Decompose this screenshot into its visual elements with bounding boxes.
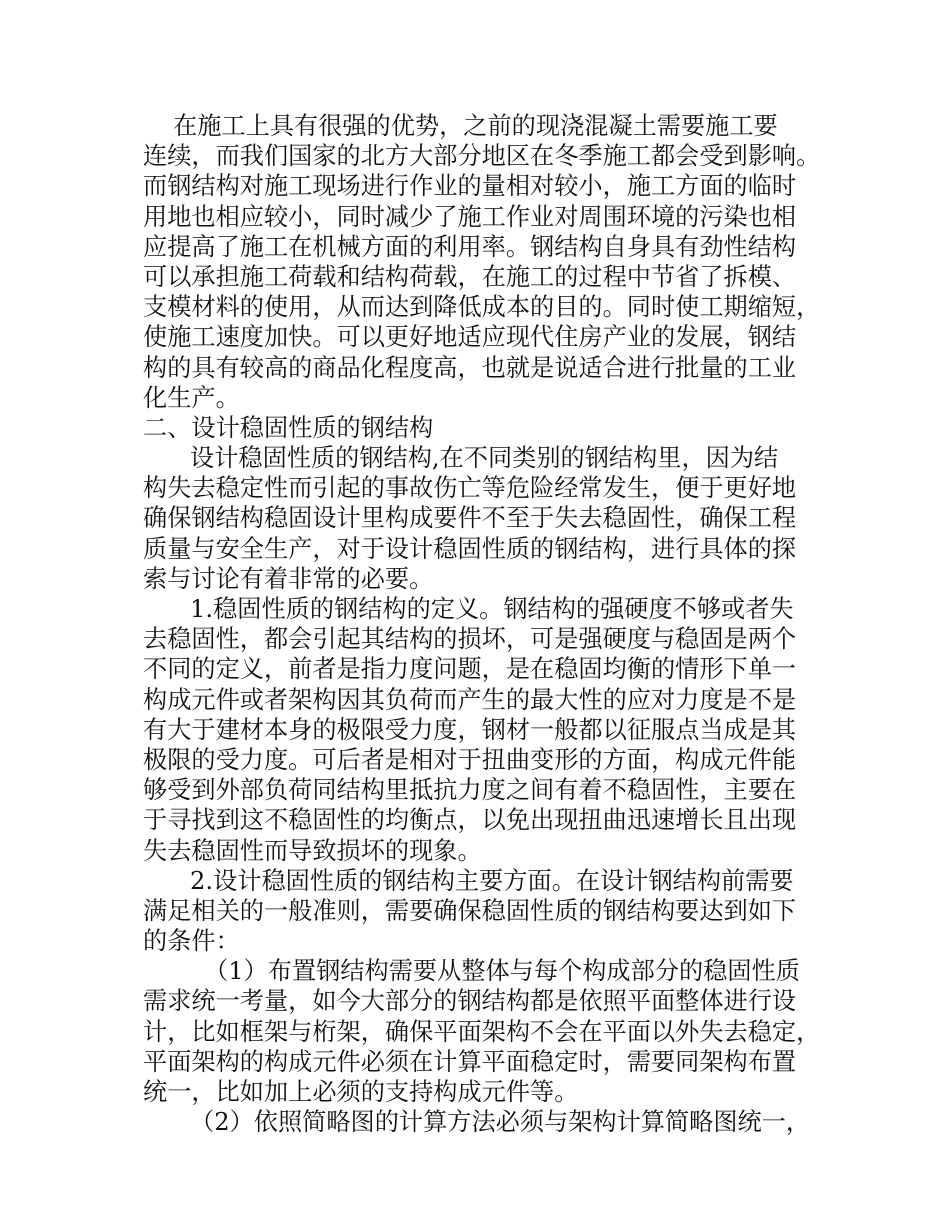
paragraph-line: 设计稳固性质的钢结构,在不同类别的钢结构里，因为结 <box>190 444 779 473</box>
paragraph-line: 构失去稳定性而引起的事故伤亡等危险经常发生，便于更好地 <box>143 474 797 503</box>
paragraph-line: 够受到外部负荷同结构里抵抗力度之间有着不稳固性，主要在 <box>143 776 797 805</box>
paragraph-line: 计，比如框架与桁架，确保平面架构不会在平面以外失去稳定， <box>143 1017 821 1046</box>
paragraph-line: （2）依照简略图的计算方法必须与架构计算简略图统一， <box>190 1108 811 1137</box>
paragraph-line: 构的具有较高的商品化程度高，也就是说适合进行批量的工业 <box>143 353 797 382</box>
paragraph-line: 质量与安全生产，对于设计稳固性质的钢结构，进行具体的探 <box>143 534 797 563</box>
paragraph-line: 满足相关的一般准则，需要确保稳固性质的钢结构要达到如下 <box>143 896 797 925</box>
paragraph-line: 2.设计稳固性质的钢结构主要方面。在设计钢结构前需要 <box>190 866 794 895</box>
paragraph-line: 确保钢结构稳固设计里构成要件不至于失去稳固性，确保工程 <box>143 504 797 533</box>
paragraph-line: 支模材料的使用，从而达到降低成本的目的。同时使工期缩短， <box>143 293 821 322</box>
paragraph-line: 可以承担施工荷载和结构荷载，在施工的过程中节省了拆模、 <box>143 262 797 291</box>
paragraph-line: 构成元件或者架构因其负荷而产生的最大性的应对力度是不是 <box>143 685 797 714</box>
paragraph-line: 索与讨论有着非常的必要。 <box>143 564 434 593</box>
section-heading: 二、设计稳固性质的钢结构 <box>143 413 434 442</box>
paragraph-line: 失去稳固性而导致损坏的现象。 <box>143 836 482 865</box>
paragraph-line: 在施工上具有很强的优势，之前的现浇混凝土需要施工要 <box>173 112 778 140</box>
paragraph-line: 连续，而我们国家的北方大部分地区在冬季施工都会受到影响。 <box>143 142 821 171</box>
paragraph-line: 1.稳固性质的钢结构的定义。钢结构的强硬度不够或者失 <box>190 595 794 623</box>
paragraph-line: 去稳固性，都会引起其结构的损坏，可是强硬度与稳固是两个 <box>143 625 797 654</box>
paragraph-line: 有大于建材本身的极限受力度，钢材一般都以征服点当成是其 <box>143 715 797 744</box>
paragraph-line: （1）布置钢结构需要从整体与每个构成部分的稳固性质 <box>204 957 800 986</box>
paragraph-line: 用地也相应较小，同时减少了施工作业对周围环境的污染也相 <box>143 202 797 231</box>
paragraph-line: 而钢结构对施工现场进行作业的量相对较小，施工方面的临时 <box>143 172 797 201</box>
paragraph-line: 平面架构的构成元件必须在计算平面稳定时，需要同架构布置 <box>143 1047 797 1076</box>
body-text <box>143 111 828 1137</box>
paragraph-line: 统一，比如加上必须的支持构成元件等。 <box>143 1078 579 1106</box>
paragraph-line: 化生产。 <box>143 383 240 412</box>
paragraph-line: 应提高了施工在机械方面的利用率。钢结构自身具有劲性结构 <box>143 232 797 261</box>
paragraph-line: 使施工速度加快。可以更好地适应现代住房产业的发展，钢结 <box>143 323 797 352</box>
paragraph-line: 的条件： <box>143 927 240 956</box>
paragraph-line: 极限的受力度。可后者是相对于扭曲变形的方面，构成元件能 <box>143 745 797 774</box>
paragraph-line: 不同的定义，前者是指力度问题，是在稳固均衡的情形下单一 <box>143 655 797 684</box>
paragraph-line: 需求统一考量，如今大部分的钢结构都是依照平面整体进行设 <box>143 987 797 1016</box>
paragraph-line: 于寻找到这不稳固性的均衡点，以免出现扭曲迅速增长且出现 <box>143 806 797 835</box>
